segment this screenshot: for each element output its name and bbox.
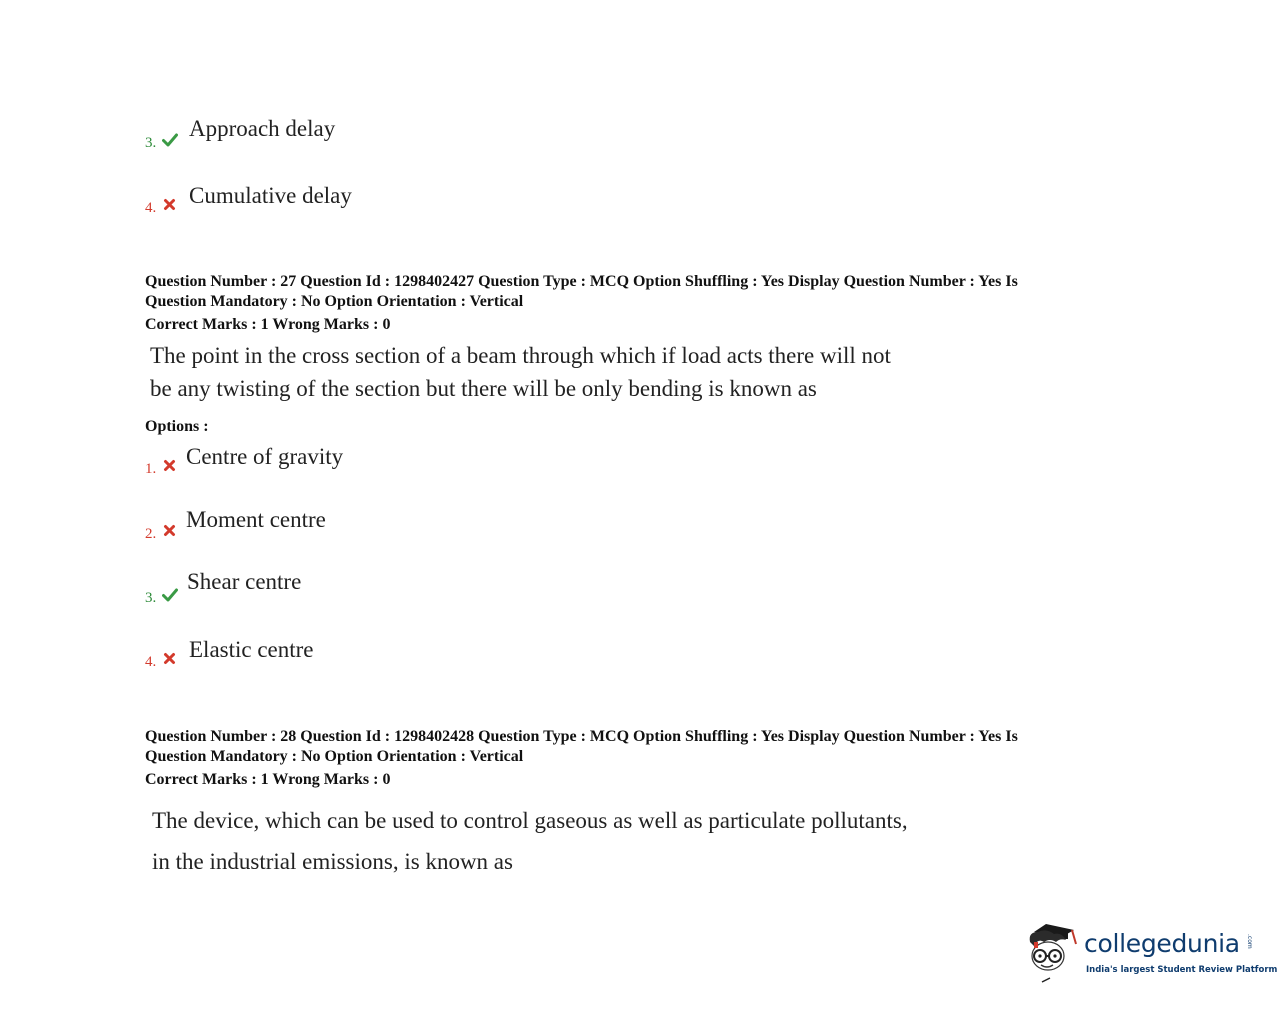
collegedunia-logo	[1024, 918, 1278, 988]
option-number: 3.	[145, 135, 157, 151]
checkmark-icon	[162, 588, 178, 602]
cross-icon	[163, 459, 176, 472]
option-text: Centre of gravity	[186, 444, 344, 469]
option-text: Shear centre	[187, 569, 302, 594]
question-text-line: in the industrial emissions, is known as	[152, 849, 513, 874]
question-meta-line: Question Number : 28 Question Id : 1298402428 Question Type : MCQ Option Shuffling : Yes Display Question Number : Yes Is	[145, 728, 1018, 745]
question-meta-line: Question Mandatory : No Option Orientation : Vertical	[145, 748, 524, 765]
option-text: Cumulative delay	[189, 183, 352, 208]
option-text: Moment centre	[186, 507, 326, 532]
mascot-icon	[1024, 918, 1086, 988]
option-number: 4.	[145, 654, 157, 670]
option-text: Approach delay	[189, 116, 336, 141]
logo-tagline: India's largest Student Review Platform	[1086, 965, 1278, 975]
question-text-line: The point in the cross section of a beam through which if load acts there will not	[150, 343, 891, 368]
question-text-line: The device, which can be used to control gaseous as well as particulate pollutants,	[152, 808, 908, 833]
cross-icon	[163, 198, 176, 211]
question-meta-line: Question Mandatory : No Option Orientation : Vertical	[145, 293, 524, 310]
option-number: 1.	[145, 461, 157, 477]
logo-domain: .com	[1246, 934, 1253, 949]
options-label: Options :	[145, 418, 209, 435]
checkmark-icon	[162, 133, 178, 147]
cross-icon	[163, 652, 176, 665]
logo-wordmark: collegedunia	[1084, 929, 1240, 958]
question-marks: Correct Marks : 1 Wrong Marks : 0	[145, 771, 391, 788]
option-number: 2.	[145, 526, 157, 542]
option-number: 3.	[145, 590, 157, 606]
option-number: 4.	[145, 200, 157, 216]
option-text: Elastic centre	[189, 637, 314, 662]
question-text-line: be any twisting of the section but there will be only bending is known as	[150, 376, 817, 401]
question-meta-line: Question Number : 27 Question Id : 1298402427 Question Type : MCQ Option Shuffling : Yes Display Question Number : Yes Is	[145, 273, 1018, 290]
cross-icon	[163, 524, 176, 537]
question-marks: Correct Marks : 1 Wrong Marks : 0	[145, 316, 391, 333]
